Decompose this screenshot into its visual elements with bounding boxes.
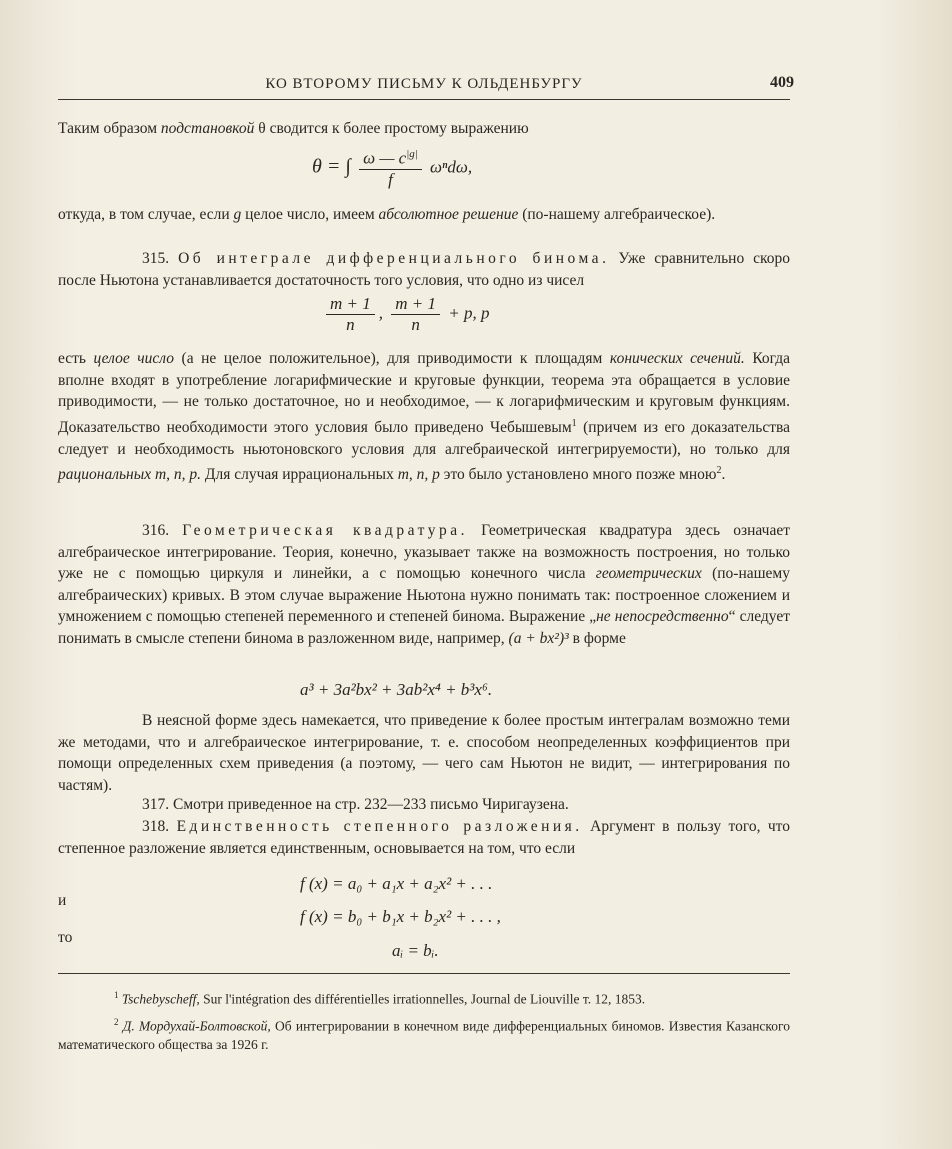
word-then: то bbox=[58, 929, 73, 946]
footnote-ref-1[interactable]: 1 bbox=[571, 417, 577, 429]
formula-theta-integral: θ = ∫ $\frac{\omega — c^{|g|}}{f}$ ωⁿdω, bbox=[312, 148, 473, 189]
section-317: 317. Смотри приведенное на стр. 232—233 письмо Чиригаузена. bbox=[142, 796, 569, 813]
integral-fraction: $\frac{\omega — c^{|g|}}{f}$ bbox=[359, 148, 422, 190]
section-315: 315. Об интеграле дифференциального бинома. Уже сравнительно скоро после Ньютона устанавливается достаточность того условия, что одно из чисел bbox=[58, 250, 791, 289]
page-number: 409 bbox=[770, 74, 794, 91]
section-318: 318. Единственность степенного разложения. Аргумент в пользу того, что степенное разложение является единственным, основывается на том, что если bbox=[58, 818, 790, 857]
header-rule bbox=[58, 99, 790, 100]
footnote-2: $^2$ Д. Мордухай-Болтовской, Об интегрировании в конечном виде дифференциальных биномов. Известия Казанского математического общества за 1926 г. bbox=[58, 1016, 790, 1052]
word-and: и bbox=[58, 892, 67, 909]
section-316: 316. Геометрическая квадратура. Геометрическая квадратура здесь означает алгебраическое интегрирование. Теория, конечно, указывает также на возможность построения, но только уже не с помощью циркуля и линейки, а с помощью конечного числа геометрических (по-нашему алгебраических) кривых. В этом случае выражение Ньютона нужно понимать так: построенное сложением и умножением с помощью степеней переменного и степеней бинома. Выражение „не непосредственно“ следует понимать в смысле степени бинома в разложенном виде, например, (a + bx²)³ в форме bbox=[58, 522, 791, 647]
formula-coeff-equality: aᵢ = bᵢ. bbox=[392, 941, 439, 960]
footnote-1: $^1$ Tschebyscheff, Sur l'intégration des différentielles irrationnelles, Journal de Liouville т. 12, 1853. bbox=[114, 990, 646, 1007]
paragraph-reduction: В неясной форме здесь намекается, что приведение к более простым интегралам возможно теми же методами, что и алгебраическое интегрирование, т. е. способом неопределенных коэффициентов при помощи определенных схем приведения (а поэтому, — чего сам Ньютон не видит, — интегрирования по частям). bbox=[58, 712, 790, 794]
fraction-1: $\frac{m + 1}{n}$ bbox=[326, 294, 375, 335]
section-315-heading: Об интеграле дифференциального бинома. bbox=[178, 250, 610, 267]
section-316-heading: Геометрическая квадратура. bbox=[182, 522, 468, 539]
formula-series-a: f (x) = a₀ + a₁x + a₂x² + . . . bbox=[300, 874, 493, 893]
footnotes bbox=[58, 986, 790, 1054]
fraction-2: $\frac{m + 1}{n}$ bbox=[391, 294, 440, 335]
paragraph-absolute-solution: откуда, в том случае, если g целое число, имеем абсолютное решение (по-нашему алгебраическое). bbox=[58, 206, 716, 223]
paragraph-chebyshev: есть целое число (а не целое положительное), для приводимости к площадям конических сечений. Когда вполне входят в употребление логарифмические и круговые функции, теорема эта обращается в условие приводимости, — не только достаточное, но и необходимое, — к логарифмическим и круговым функциям. Доказательство необходимости этого условия было приведено Чебышевым$^1$ (причем из его доказательства следует и необходимость ньютоновского условия для алгебраической интегрируемости), но только для рациональных m, n, p. Для случая иррациональных m, n, p это было установлено много позже мною$^2$. bbox=[58, 350, 791, 484]
formula-binomial-expansion: a³ + 3a²bx² + 3ab²x⁴ + b³x⁶. bbox=[300, 680, 493, 699]
running-title: КО ВТОРОМУ ПИСЬМУ К ОЛЬДЕНБУРГУ bbox=[265, 76, 583, 92]
footnote-ref-2[interactable]: 2 bbox=[716, 465, 722, 477]
footnote-rule bbox=[58, 973, 790, 974]
intro-paragraph: Таким образом подстановкой θ сводится к более простому выражению bbox=[58, 120, 529, 137]
formula-series-b: f (x) = b₀ + b₁x + b₂x² + . . . , bbox=[300, 907, 501, 926]
running-header bbox=[58, 74, 794, 98]
section-318-heading: Единственность степенного разложения. bbox=[176, 818, 583, 835]
formula-binomial-condition: $\frac{m + 1}{n}$ , $\frac{m + 1}{n}$ + p, p bbox=[322, 294, 489, 335]
